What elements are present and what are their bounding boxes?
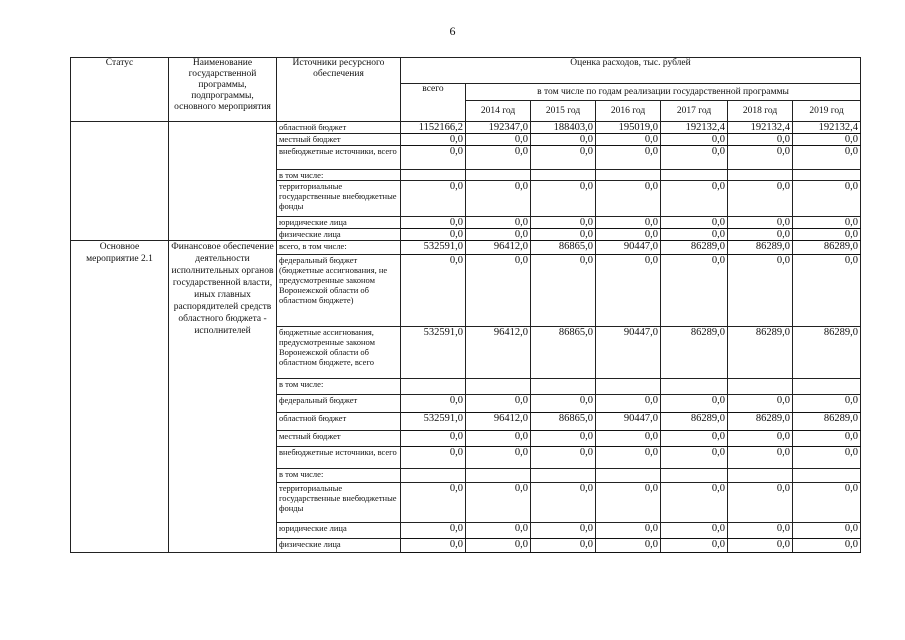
year-value-cell: 0,0 [728, 146, 793, 170]
total-value-cell [401, 379, 466, 395]
source-cell: в том числе: [277, 469, 401, 483]
year-value-cell: 86289,0 [661, 413, 728, 431]
year-value-cell: 0,0 [661, 181, 728, 217]
year-value-cell [466, 170, 531, 181]
year-value-cell: 0,0 [728, 447, 793, 469]
total-value-cell: 0,0 [401, 483, 466, 523]
header-year: 2017 год [661, 101, 728, 122]
source-cell: федеральный бюджет (бюджетные ассигнования, не предусмотренные законом Воронежской области об областном бюджете) [277, 255, 401, 327]
total-value-cell [401, 469, 466, 483]
year-value-cell: 0,0 [793, 483, 861, 523]
year-value-cell: 0,0 [596, 217, 661, 229]
year-value-cell: 0,0 [728, 217, 793, 229]
year-value-cell: 0,0 [531, 181, 596, 217]
year-value-cell: 0,0 [793, 181, 861, 217]
header-year: 2018 год [728, 101, 793, 122]
total-value-cell: 532591,0 [401, 241, 466, 255]
year-value-cell: 0,0 [531, 229, 596, 241]
year-value-cell: 0,0 [466, 134, 531, 146]
year-value-cell: 0,0 [596, 483, 661, 523]
year-value-cell: 0,0 [793, 447, 861, 469]
year-value-cell [661, 379, 728, 395]
total-value-cell: 0,0 [401, 395, 466, 413]
total-value-cell: 0,0 [401, 447, 466, 469]
total-value-cell: 0,0 [401, 217, 466, 229]
source-cell: внебюджетные источники, всего [277, 146, 401, 170]
total-value-cell: 0,0 [401, 539, 466, 553]
source-cell: всего, в том числе: [277, 241, 401, 255]
year-value-cell [661, 469, 728, 483]
year-value-cell: 96412,0 [466, 413, 531, 431]
year-value-cell: 0,0 [531, 134, 596, 146]
year-value-cell: 0,0 [728, 255, 793, 327]
source-cell: местный бюджет [277, 134, 401, 146]
year-value-cell [728, 379, 793, 395]
header-year: 2015 год [531, 101, 596, 122]
year-value-cell: 0,0 [596, 447, 661, 469]
total-value-cell: 0,0 [401, 181, 466, 217]
header-by-years: в том числе по годам реализации государственной программы [466, 84, 861, 101]
year-value-cell: 192132,4 [793, 122, 861, 134]
year-value-cell: 195019,0 [596, 122, 661, 134]
year-value-cell: 86289,0 [728, 413, 793, 431]
source-cell: федеральный бюджет [277, 395, 401, 413]
header-year: 2016 год [596, 101, 661, 122]
year-value-cell: 0,0 [466, 447, 531, 469]
year-value-cell: 96412,0 [466, 327, 531, 379]
year-value-cell: 0,0 [531, 447, 596, 469]
year-value-cell: 0,0 [793, 395, 861, 413]
year-value-cell [596, 469, 661, 483]
year-value-cell [728, 469, 793, 483]
year-value-cell: 0,0 [596, 146, 661, 170]
year-value-cell: 0,0 [531, 431, 596, 447]
year-value-cell: 0,0 [466, 395, 531, 413]
year-value-cell: 0,0 [466, 539, 531, 553]
source-cell: территориальные государственные внебюджетные фонды [277, 483, 401, 523]
year-value-cell: 0,0 [531, 483, 596, 523]
year-value-cell: 86289,0 [728, 327, 793, 379]
year-value-cell: 192132,4 [661, 122, 728, 134]
year-value-cell: 86289,0 [728, 241, 793, 255]
year-value-cell: 0,0 [661, 395, 728, 413]
table-row [71, 122, 861, 134]
year-value-cell [531, 469, 596, 483]
header-sources: Источники ресурсного обеспечения [277, 58, 401, 122]
resource-table [70, 57, 861, 553]
year-value-cell: 86289,0 [793, 327, 861, 379]
page-number: 6 [449, 24, 456, 38]
year-value-cell: 0,0 [793, 134, 861, 146]
status-cell-empty [71, 122, 169, 241]
year-value-cell: 0,0 [661, 229, 728, 241]
year-value-cell: 0,0 [466, 181, 531, 217]
year-value-cell: 192132,4 [728, 122, 793, 134]
year-value-cell: 86289,0 [793, 241, 861, 255]
year-value-cell: 0,0 [728, 523, 793, 539]
year-value-cell: 0,0 [728, 395, 793, 413]
year-value-cell: 0,0 [466, 146, 531, 170]
year-value-cell: 0,0 [531, 523, 596, 539]
year-value-cell: 90447,0 [596, 327, 661, 379]
year-value-cell: 0,0 [466, 431, 531, 447]
total-value-cell: 0,0 [401, 229, 466, 241]
year-value-cell: 0,0 [661, 539, 728, 553]
year-value-cell [466, 379, 531, 395]
status-cell: Основное мероприятие 2.1 [71, 241, 169, 553]
year-value-cell: 188403,0 [531, 122, 596, 134]
year-value-cell: 192347,0 [466, 122, 531, 134]
year-value-cell [466, 469, 531, 483]
year-value-cell: 0,0 [596, 523, 661, 539]
source-cell: местный бюджет [277, 431, 401, 447]
year-value-cell: 0,0 [596, 539, 661, 553]
year-value-cell: 0,0 [531, 146, 596, 170]
year-value-cell: 0,0 [466, 523, 531, 539]
source-cell: в том числе: [277, 379, 401, 395]
year-value-cell: 0,0 [793, 229, 861, 241]
year-value-cell: 86865,0 [531, 413, 596, 431]
year-value-cell: 0,0 [728, 431, 793, 447]
header-status: Статус [71, 58, 169, 122]
year-value-cell: 96412,0 [466, 241, 531, 255]
source-cell: физические лица [277, 229, 401, 241]
year-value-cell: 0,0 [466, 255, 531, 327]
source-cell: юридические лица [277, 523, 401, 539]
source-cell: областной бюджет [277, 413, 401, 431]
year-value-cell [793, 469, 861, 483]
year-value-cell: 0,0 [596, 395, 661, 413]
total-value-cell: 0,0 [401, 255, 466, 327]
total-value-cell [401, 170, 466, 181]
year-value-cell: 0,0 [661, 483, 728, 523]
header-year: 2019 год [793, 101, 861, 122]
year-value-cell: 0,0 [793, 431, 861, 447]
year-value-cell: 0,0 [793, 255, 861, 327]
total-value-cell: 532591,0 [401, 413, 466, 431]
year-value-cell: 86289,0 [661, 327, 728, 379]
year-value-cell: 0,0 [661, 523, 728, 539]
year-value-cell: 0,0 [596, 431, 661, 447]
year-value-cell [793, 379, 861, 395]
table-body [71, 122, 861, 553]
year-value-cell: 0,0 [661, 146, 728, 170]
year-value-cell: 0,0 [728, 134, 793, 146]
year-value-cell: 0,0 [793, 539, 861, 553]
year-value-cell: 86865,0 [531, 241, 596, 255]
year-value-cell: 0,0 [661, 217, 728, 229]
year-value-cell: 0,0 [466, 483, 531, 523]
year-value-cell [596, 379, 661, 395]
total-value-cell: 0,0 [401, 134, 466, 146]
source-cell: физические лица [277, 539, 401, 553]
year-value-cell: 0,0 [596, 134, 661, 146]
year-value-cell: 0,0 [531, 255, 596, 327]
year-value-cell: 0,0 [728, 229, 793, 241]
header-year: 2014 год [466, 101, 531, 122]
year-value-cell [531, 170, 596, 181]
source-cell: территориальные государственные внебюджетные фонды [277, 181, 401, 217]
year-value-cell: 90447,0 [596, 413, 661, 431]
year-value-cell: 0,0 [661, 431, 728, 447]
year-value-cell: 0,0 [728, 483, 793, 523]
year-value-cell: 0,0 [466, 217, 531, 229]
year-value-cell: 0,0 [728, 181, 793, 217]
year-value-cell: 0,0 [793, 523, 861, 539]
year-value-cell: 0,0 [531, 539, 596, 553]
year-value-cell: 0,0 [531, 395, 596, 413]
year-value-cell: 0,0 [466, 229, 531, 241]
year-value-cell: 86289,0 [793, 413, 861, 431]
total-value-cell: 0,0 [401, 431, 466, 447]
year-value-cell: 86289,0 [661, 241, 728, 255]
year-value-cell: 0,0 [661, 134, 728, 146]
year-value-cell [793, 170, 861, 181]
total-value-cell: 532591,0 [401, 327, 466, 379]
source-cell: областной бюджет [277, 122, 401, 134]
year-value-cell [596, 170, 661, 181]
year-value-cell: 0,0 [596, 229, 661, 241]
name-cell-empty [169, 122, 277, 241]
header-name: Наименование государственной программы, подпрограммы, основного мероприятия [169, 58, 277, 122]
header-total: всего [401, 84, 466, 122]
year-value-cell: 0,0 [596, 181, 661, 217]
total-value-cell: 0,0 [401, 146, 466, 170]
total-value-cell: 1152166,2 [401, 122, 466, 134]
year-value-cell [531, 379, 596, 395]
year-value-cell: 0,0 [661, 447, 728, 469]
table-row [71, 241, 861, 255]
source-cell: внебюджетные источники, всего [277, 447, 401, 469]
name-cell: Финансовое обеспечение деятельности исполнительных органов государственной власти, иных главных распорядителей средств областного бюджета - исполнителей [169, 241, 277, 553]
year-value-cell: 0,0 [661, 255, 728, 327]
header-estimate: Оценка расходов, тыс. рублей [401, 58, 861, 84]
source-cell: юридические лица [277, 217, 401, 229]
year-value-cell: 0,0 [531, 217, 596, 229]
year-value-cell: 90447,0 [596, 241, 661, 255]
year-value-cell: 0,0 [728, 539, 793, 553]
year-value-cell: 0,0 [793, 217, 861, 229]
year-value-cell: 86865,0 [531, 327, 596, 379]
year-value-cell [661, 170, 728, 181]
year-value-cell: 0,0 [596, 255, 661, 327]
year-value-cell: 0,0 [793, 146, 861, 170]
total-value-cell: 0,0 [401, 523, 466, 539]
source-cell: в том числе: [277, 170, 401, 181]
source-cell: бюджетные ассигнования, предусмотренные законом Воронежской области об областном бюджете, всего [277, 327, 401, 379]
year-value-cell [728, 170, 793, 181]
